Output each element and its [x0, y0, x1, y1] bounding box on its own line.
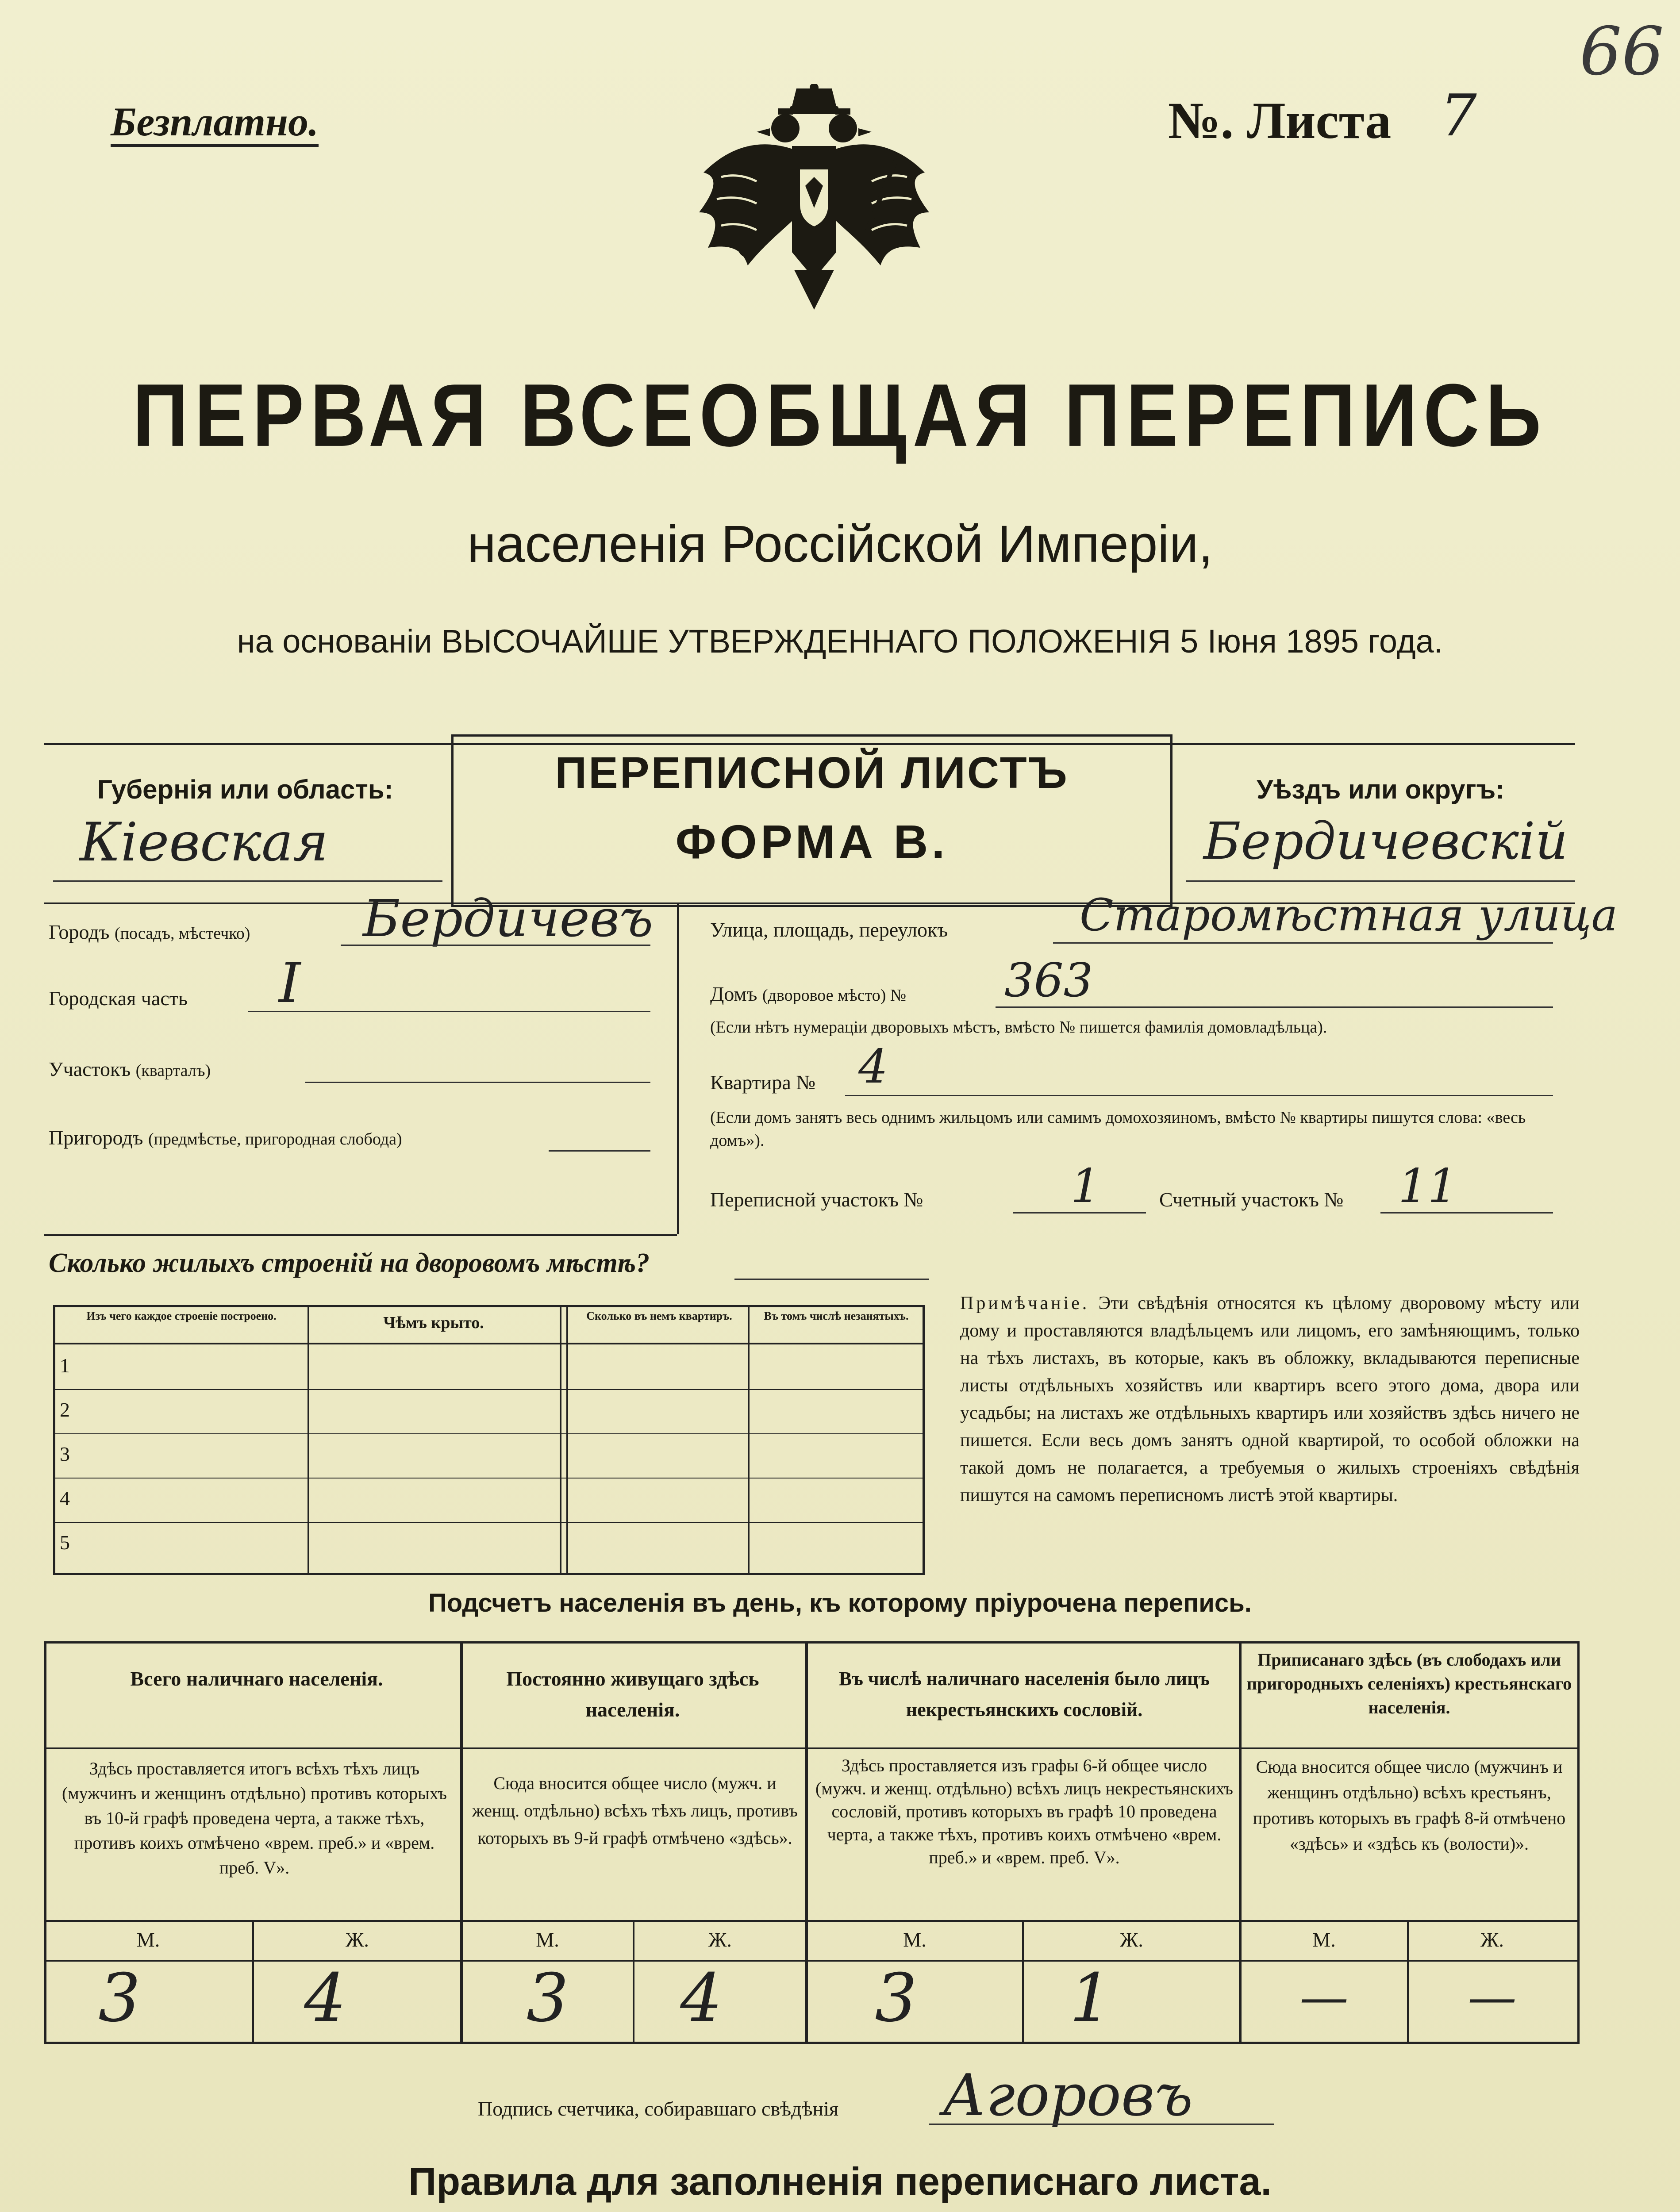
subtitle: населенія Россійской Имперіи, [467, 515, 1213, 573]
archive-number: 66 [1580, 13, 1664, 90]
pop-col1-f-value: 4 [304, 1960, 346, 2037]
pop-mf-divider-1 [252, 1920, 254, 2042]
city-part-value: I [279, 951, 301, 1015]
counting-district-label: Счетный участокъ № [1159, 1188, 1344, 1211]
basis-line: на основаніи ВЫСОЧАЙШЕ УТВЕРЖДЕННАГО ПОЛОЖЕНІЯ 5 Іюня 1895 года. [237, 623, 1443, 660]
street-underline [1053, 942, 1553, 944]
buildings-header-vacant: Въ томъ числѣ незанятыхъ. [764, 1310, 909, 1322]
house-underline [996, 1006, 1553, 1008]
buildings-note: Примѣчаніе. Эти свѣдѣнія относятся къ цѣлому дворовому мѣсту или дому и проставляются владѣльцемъ или лицомъ, его замѣняющимъ, только на тѣхъ листахъ, въ которые, какъ въ обложку, вкладываются переписные листы отдѣльныхъ хозяйствъ или квартиръ всего этого дома, двора или усадьбы; на листахъ же отдѣльныхъ квартиръ или хозяйствъ здѣсь ничего не пишется. Если весь домъ занятъ одной квартирой, то особой обложки на такой домъ не полагается, а требуемыя о жилыхъ строеніяхъ свѣдѣнія пишутся на самомъ переписномъ листѣ этой квартиры. [960, 1293, 1580, 1505]
suburb-underline [549, 1150, 650, 1152]
uezd-label: Уѣздъ или округъ: [1257, 775, 1505, 804]
signature-value: Агоровъ [942, 2062, 1193, 2129]
suburb-label: Пригородъ (предмѣстье, пригородная слобода) [49, 1126, 402, 1149]
apartment-hint: (Если домъ занятъ весь однимъ жильцомъ или самимъ домохозяиномъ, вмѣсто № квартиры пишутся слова: «весь домъ»). [710, 1108, 1526, 1150]
buildings-header-roof: Чѣмъ крыто. [383, 1313, 484, 1332]
buildings-row-rule-1 [53, 1389, 925, 1390]
pop-col3-desc: Здѣсь проставляется изъ графы 6-й общее число (мужч. и женщ. отдѣльно) всѣхъ лицъ некрестьянскихъ сословій, противъ которыхъ въ графѣ 10 проведена черта, а также тѣхъ, противъ коихъ отмѣчено «врем. преб.» и «врем. преб. V». [815, 1755, 1233, 1867]
pop-col4-desc: Сюда вносится общее число (мужчинъ и женщинъ отдѣльно) всѣхъ крестьянъ, противъ которыхъ въ графѣ 8-й отмѣчено «здѣсь» и «здѣсь къ (волости)». [1253, 1757, 1566, 1854]
city-label: Городъ (посадъ, мѣстечко) [49, 921, 250, 943]
pop-col1-m-label: М. [136, 1928, 160, 1951]
house-value: 363 [1004, 953, 1093, 1007]
census-district-label: Переписной участокъ № [710, 1188, 923, 1211]
pop-mf-divider-4 [1407, 1920, 1409, 2042]
counting-district-underline [1380, 1212, 1553, 1214]
rules-title: Правила для заполненія переписнаго листа. [408, 2159, 1272, 2203]
form-title-line1: ПЕРЕПИСНОЙ ЛИСТЪ [555, 748, 1069, 798]
signature-label: Подпись счетчика, собиравшаго свѣдѣнія [478, 2097, 839, 2120]
counting-district-value: 11 [1398, 1159, 1457, 1213]
sheet-number-value: 7 [1440, 82, 1477, 149]
guberniya-value: Кіевская [80, 812, 328, 873]
uezd-underline [1186, 880, 1575, 882]
pop-col2-header: Постоянно живущаго здѣсь населенія. [506, 1667, 759, 1721]
pop-col1-header: Всего наличнаго населенія. [130, 1667, 383, 1690]
apartment-label: Квартира № [710, 1071, 816, 1094]
pop-col3-header: Въ числѣ наличнаго населенія было лицъ некрестьянскихъ сословій. [838, 1668, 1210, 1720]
free-label: Безплатно. [111, 100, 319, 147]
city-value: Бердичевъ [363, 889, 654, 949]
guberniya-underline [53, 880, 442, 882]
buildings-row-1-label: 1 [60, 1354, 70, 1377]
pop-col2-m-value: 3 [526, 1960, 569, 2037]
pop-col1-desc: Здѣсь проставляется итогъ всѣхъ тѣхъ лицъ (мужчинъ и женщинъ отдѣльно) противъ которыхъ въ 10-й графѣ проведена черта, а также тѣхъ, противъ коихъ отмѣчено «врем. преб.» и «врем. преб. V». [62, 1759, 447, 1878]
pop-col4-f-label: Ж. [1480, 1928, 1504, 1951]
apartment-underline [845, 1095, 1553, 1096]
street-label: Улица, площадь, переулокъ [710, 918, 948, 941]
city-part-label: Городская часть [49, 987, 188, 1010]
form-title-line2: ФОРМА В. [675, 815, 949, 868]
buildings-header-apartments: Сколько въ немъ квартиръ. [586, 1310, 732, 1322]
street-value: Старомѣстная улица [1080, 889, 1618, 941]
pop-col1-f-label: Ж. [346, 1928, 369, 1951]
buildings-row-2-label: 2 [60, 1398, 70, 1421]
uezd-value: Бердичевскій [1203, 812, 1568, 871]
pop-mf-rule-top [44, 1920, 1577, 1922]
population-title: Подсчетъ населенія въ день, къ которому пріурочена перепись. [428, 1589, 1252, 1617]
buildings-question-underline [734, 1279, 929, 1280]
buildings-table [53, 1305, 925, 1575]
guberniya-label: Губернія или область: [97, 775, 393, 804]
census-district-value: 1 [1071, 1159, 1100, 1213]
signature-underline [929, 2124, 1274, 2125]
pop-col3-m-value: 3 [875, 1960, 917, 2037]
imperial-eagle-emblem [695, 84, 934, 314]
buildings-row-5-label: 5 [60, 1531, 70, 1554]
pop-col2-m-label: М. [536, 1928, 559, 1951]
pop-header-rule [44, 1747, 1577, 1749]
district-label: Участокъ (кварталъ) [49, 1058, 211, 1080]
district-underline [305, 1082, 650, 1083]
pop-col4-f-value: — [1468, 1969, 1517, 2025]
house-label: Домъ (дворовое мѣсто) № [710, 983, 907, 1005]
apartment-value: 4 [858, 1040, 888, 1094]
buildings-col-divider-3 [748, 1305, 750, 1575]
city-part-underline [248, 1011, 650, 1012]
pop-col2-f-value: 4 [680, 1960, 723, 2037]
buildings-col-divider-2b [566, 1305, 568, 1575]
buildings-row-rule-2 [53, 1433, 925, 1434]
pop-col4-m-value: — [1299, 1969, 1349, 2025]
city-underline [341, 945, 650, 946]
pop-col3-m-label: М. [903, 1928, 926, 1951]
pop-col2-f-label: Ж. [708, 1928, 732, 1951]
buildings-col-divider-1 [308, 1305, 309, 1575]
pop-mf-divider-3 [1022, 1920, 1024, 2042]
buildings-row-4-label: 4 [60, 1487, 70, 1509]
pop-col2-desc: Сюда вносится общее число (мужч. и женщ. отдѣльно) всѣхъ тѣхъ лицъ, противъ которыхъ въ 9-й графѣ отмѣчено «здѣсь». [472, 1773, 798, 1848]
house-hint: (Если нѣтъ нумераціи дворовыхъ мѣстъ, вмѣсто № пишется фамилія домовладѣльца). [710, 1018, 1327, 1037]
main-title: ПЕРВАЯ ВСЕОБЩАЯ ПЕРЕПИСЬ [132, 366, 1548, 465]
pop-col3-f-label: Ж. [1120, 1928, 1143, 1951]
buildings-col-divider-2 [560, 1305, 561, 1575]
pop-col3-f-value: 1 [1069, 1960, 1112, 2037]
buildings-row-rule-4 [53, 1522, 925, 1523]
pop-col1-m-value: 3 [98, 1960, 141, 2037]
pop-col4-header: Приписанаго здѣсь (въ слободахъ или пригородныхъ селеніяхъ) крестьянскаго населенія. [1246, 1650, 1572, 1717]
census-district-underline [1013, 1212, 1146, 1214]
buildings-row-rule-3 [53, 1478, 925, 1479]
buildings-header-rule [53, 1343, 925, 1344]
address-divider [677, 902, 679, 1234]
buildings-header-material: Изъ чего каждое строеніе построено. [86, 1310, 277, 1322]
pop-mf-divider-2 [633, 1920, 634, 2042]
buildings-row-3-label: 3 [60, 1443, 70, 1465]
buildings-question: Сколько жилыхъ строеній на дворовомъ мѣстѣ? [49, 1248, 650, 1278]
sheet-number-label: №. Листа [1168, 92, 1392, 150]
address-bottom-rule [44, 1234, 677, 1236]
pop-col4-m-label: М. [1312, 1928, 1336, 1951]
